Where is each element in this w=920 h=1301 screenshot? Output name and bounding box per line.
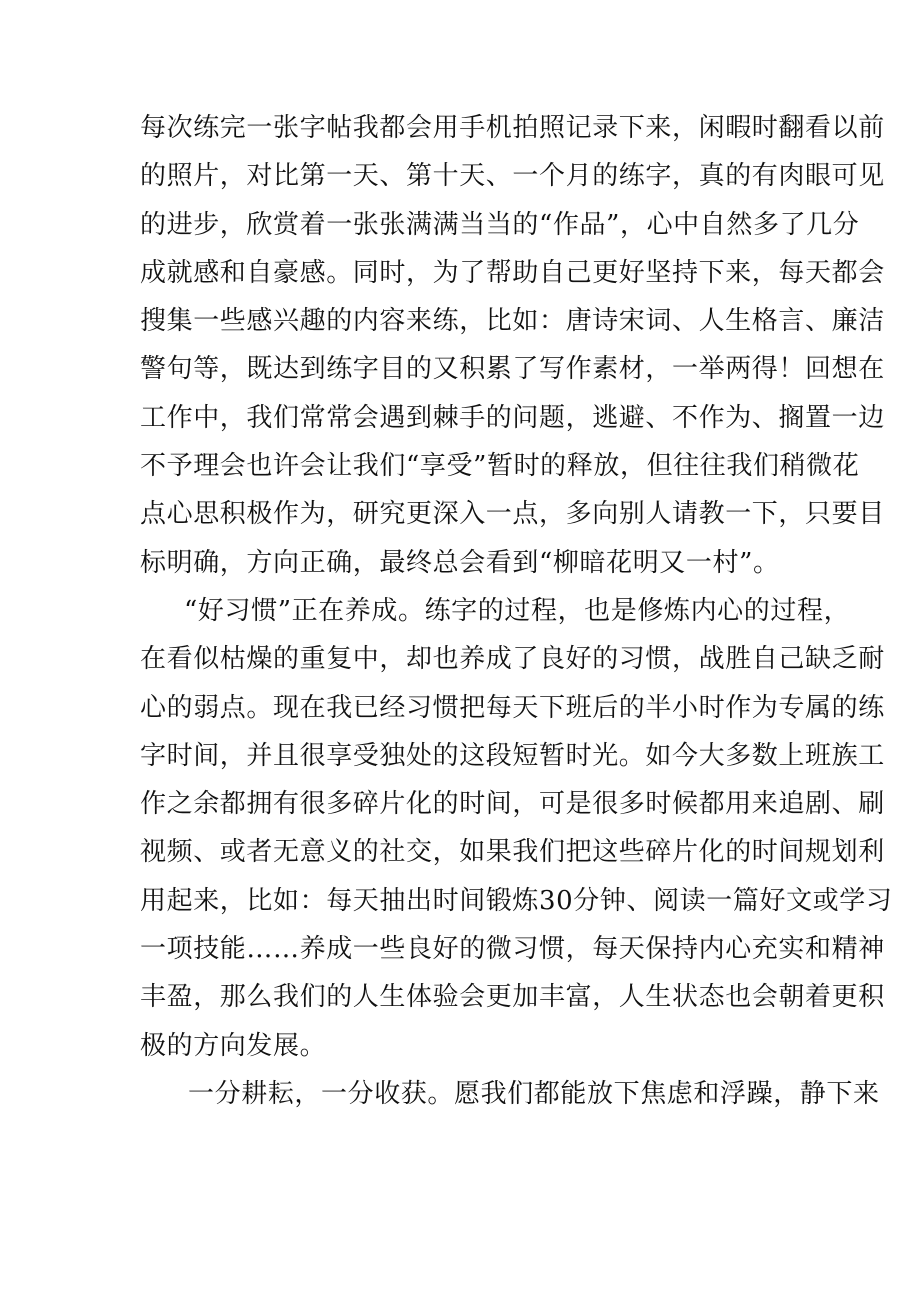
paragraph-2 [140,587,893,1070]
paragraph-3 [140,1070,880,1118]
text-line: 用起来，比如：每天抽出时间锻炼30分钟、阅读一篇好文或学习 [140,885,893,916]
text-line: 的进步，欣赏着一张张满满当当的“作品”，心中自然多了几分 [140,209,860,240]
text-line: 一分耕耘，一分收获。愿我们都能放下焦虑和浮躁，静下来 [188,1078,880,1109]
text-line: 在看似枯燥的重复中，却也养成了良好的习惯，战胜自己缺乏耐 [140,644,885,675]
text-line: 作之余都拥有很多碎片化的时间，可是很多时候都用来追剧、刷 [140,789,885,820]
text-line: 每次练完一张字帖我都会用手机拍照记录下来，闲暇时翻看以前 [140,113,885,143]
text-line: 工作中，我们常常会遇到棘手的问题，逃避、不作为、搁置一边 [140,402,885,433]
text-line: “好习惯”正在养成。练字的过程，也是修炼内心的过程， [184,595,851,626]
text-line: 警句等，既达到练字目的又积累了写作素材，一举两得！回想在 [140,354,885,385]
document-body [140,104,893,1118]
text-line: 搜集一些感兴趣的内容来练，比如：唐诗宋词、人生格言、廉洁 [140,306,885,337]
text-line: 点心思积极作为，研究更深入一点，多向别人请教一下，只要目 [140,499,885,530]
text-line: 丰盈，那么我们的人生体验会更加丰富，人生状态也会朝着更积 [140,982,885,1013]
text-line: 不予理会也许会让我们“享受”暂时的释放，但往往我们稍微花 [140,451,860,482]
text-line: 标明确，方向正确，最终总会看到“柳暗花明又一村”。 [140,547,780,578]
text-line: 极的方向发展。 [140,1030,327,1061]
text-line: 的照片，对比第一天、第十天、一个月的练字，真的有肉眼可见 [140,161,885,192]
paragraph-1 [140,104,885,587]
text-line: 一项技能……养成一些良好的微习惯，每天保持内心充实和精神 [140,934,885,965]
text-line: 视频、或者无意义的社交，如果我们把这些碎片化的时间规划利 [140,837,885,868]
text-line: 成就感和自豪感。同时，为了帮助自己更好坚持下来，每天都会 [140,257,885,288]
text-line: 字时间，并且很享受独处的这段短暂时光。如今大多数上班族工 [140,740,885,771]
text-line: 心的弱点。现在我已经习惯把每天下班后的半小时作为专属的练 [140,692,885,723]
